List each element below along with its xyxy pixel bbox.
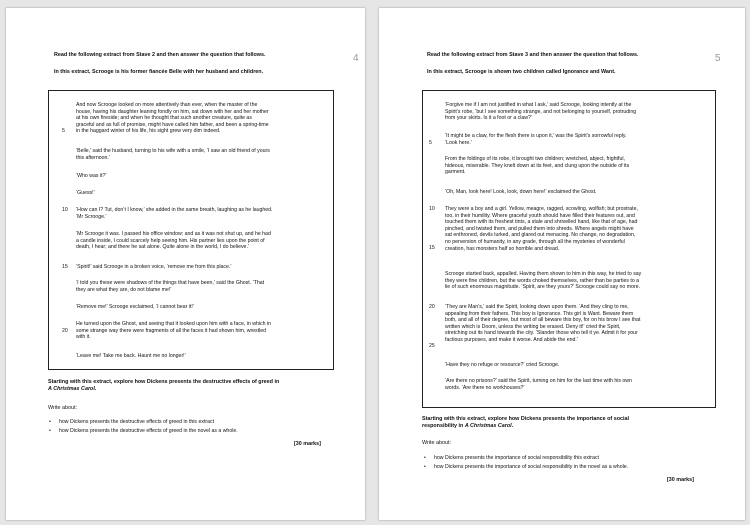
page-number: 5 <box>715 53 721 64</box>
write-about-label: Write about: <box>48 405 77 411</box>
instruction: Read the following extract from Stave 2 and then answer the question that follows. <box>54 52 266 58</box>
extract-paragraph: From the foldings of its robe, it brought two children; wretched, abject, frightful, hideous, miserable. They knelt down at its feet, and clung upon the outside of its garment. <box>445 156 630 176</box>
extract-paragraph: ‘How can I? Tut, don’t I know,’ she added in the same breath, laughing as he laughed. ‘Mr Scrooge.’ <box>76 207 273 220</box>
marks-label: [30 marks] <box>294 441 321 447</box>
novel-title: A Christmas Carol <box>48 386 95 392</box>
extract-paragraph: ‘They are Man’s,’ said the Spirit, looking down upon them. ‘And they cling to me, appealing from their fathers. This boy is Ignorance. This girl is Want. Beware them both, and all of their degree, but most of all beware this boy, for on his brow I see that written which is Doom, unless the writing be erased. Deny it!’ cried the Spirit, stretching out its hand towards the city. ‘Slander those who tell it ye. Admit it for your factious purposes, and make it worse. And abide the end.’ <box>445 304 641 343</box>
question: Starting with this extract, explore how Dickens presents the destructive effects of greed in A Christmas Carol. <box>48 379 280 392</box>
novel-title: A Christmas Carol <box>464 423 512 429</box>
line-number: 5 <box>62 128 65 134</box>
extract-paragraph: ‘Forgive me if I am not justified in what I ask,’ said Scrooge, looking intently at the Spirit’s robe, ‘but I see something strange, and not belonging to yourself, protruding from your skirts. Is it a foot or a claw?’ <box>445 102 637 122</box>
bullet-point: • how Dickens presents the importance of social responsibility this extract <box>434 455 599 462</box>
marks-label: [30 marks] <box>667 477 694 483</box>
page-number: 4 <box>353 53 359 64</box>
line-number: 20 <box>429 304 435 310</box>
instruction: Read the following extract from Stave 3 and then answer the question that follows. <box>427 52 639 58</box>
write-about-label: Write about: <box>422 440 451 446</box>
line-number: 15 <box>62 264 68 270</box>
extract-context: In this extract, Scrooge is his former fiancée Belle with her husband and children. <box>54 69 264 75</box>
extract-context: In this extract, Scrooge is shown two children called Ignorance and Want. <box>427 69 616 75</box>
line-number: 5 <box>429 140 432 146</box>
extract-paragraph: ‘Mr Scrooge it was. I passed his office window; and as it was not shut up, and he had a candle inside, I could scarcely help seeing him. His partner lies upon the point of death, I hear; and there he sat alone. Quite alone in the world, I do believe.’ <box>76 231 271 251</box>
extract-paragraph: ‘Spirit!’ said Scrooge in a broken voice, ‘remove me from this place.’ <box>76 264 232 270</box>
line-number: 15 <box>429 245 435 251</box>
line-number: 10 <box>429 206 435 212</box>
extract-paragraph: They were a boy and a girl. Yellow, meagre, ragged, scowling, wolfish; but prostrate, too, in their humility. Where graceful youth should have filled their features out, and touched them with its freshest tints, a stale and shrivelled hand, like that of age, had pinched, and twisted them, and pulled them into shreds. Where angels might have sat enthroned, devils lurked, and glared out menacing. No change, no degradation, no perversion of humanity, in any grade, through all the mysteries of wonderful creation, has monsters half so horrible and dread. <box>445 206 638 252</box>
line-number: 25 <box>429 343 435 349</box>
bullet-point: • how Dickens presents the destructive effects of greed in the novel as a whole. <box>59 428 238 435</box>
extract-paragraph: ‘Remove me!’ Scrooge exclaimed, ‘I cannot bear it!’ <box>76 304 195 310</box>
extract-paragraph: He turned upon the Ghost, and seeing that it looked upon him with a face, in which in some strange way there were fragments of all the faces it had shown him, wrestled with it. <box>76 321 271 341</box>
extract-paragraph: Scrooge started back, appalled. Having them shown to him in this way, he tried to say they were fine children, but the words choked themselves, rather than be parties to a lie of such enormous magnitude. ‘Spirit, are they yours?’ Scrooge could say no more. <box>445 271 642 291</box>
bullet-point: • how Dickens presents the importance of social responsibility in the novel as a whole. <box>434 464 628 471</box>
extract-paragraph: ‘I told you these were shadows of the things that have been,’ said the Ghost. ‘That they are what they are, do not blame me!’ <box>76 280 265 293</box>
extract-paragraph: ‘Are there no prisons?’ said the Spirit, turning on him for the last time with his own words. ‘Are there no workhouses?’ <box>445 378 632 391</box>
extract-paragraph: ‘Have they no refuge or resource?’ cried Scrooge. <box>445 362 560 368</box>
extract-paragraph: ‘Oh, Man, look here! Look, look, down here!’ exclaimed the Ghost. <box>445 189 597 195</box>
extract-paragraph: ‘Guess!’ <box>76 190 95 196</box>
extract-paragraph: ‘Leave me! Take me back. Haunt me no longer!’ <box>76 353 186 359</box>
line-number: 10 <box>62 207 68 213</box>
extract-paragraph: ‘Who was it?’ <box>76 173 107 179</box>
extract-paragraph: ‘It might be a claw, for the flesh there is upon it,’ was the Spirit’s sorrowful reply. ‘Look here.’ <box>445 133 627 146</box>
extract-paragraph: And now Scrooge looked on more attentively than ever, when the master of the house, having his daughter leaning fondly on him, sat down with her and her mother at his own fireside; and when he thought that such another creature, quite as graceful and as full of promise, might have called him father, and been a spring-time in the haggard winter of his life, his sight grew very dim indeed. <box>76 102 269 135</box>
bullet-point: • how Dickens presents the destructive effects of greed in this extract <box>59 419 214 426</box>
exam-page-left <box>6 8 365 520</box>
line-number: 20 <box>62 328 68 334</box>
extract-paragraph: ‘Belle,’ said the husband, turning to his wife with a smile, ‘I saw an old friend of yours this afternoon.’ <box>76 148 270 161</box>
extract-box <box>48 90 334 370</box>
extract-box <box>422 90 716 408</box>
question: Starting with this extract, explore how Dickens presents the importance of social responsibility in A Christmas Carol. <box>422 416 629 429</box>
exam-page-right <box>379 8 745 520</box>
